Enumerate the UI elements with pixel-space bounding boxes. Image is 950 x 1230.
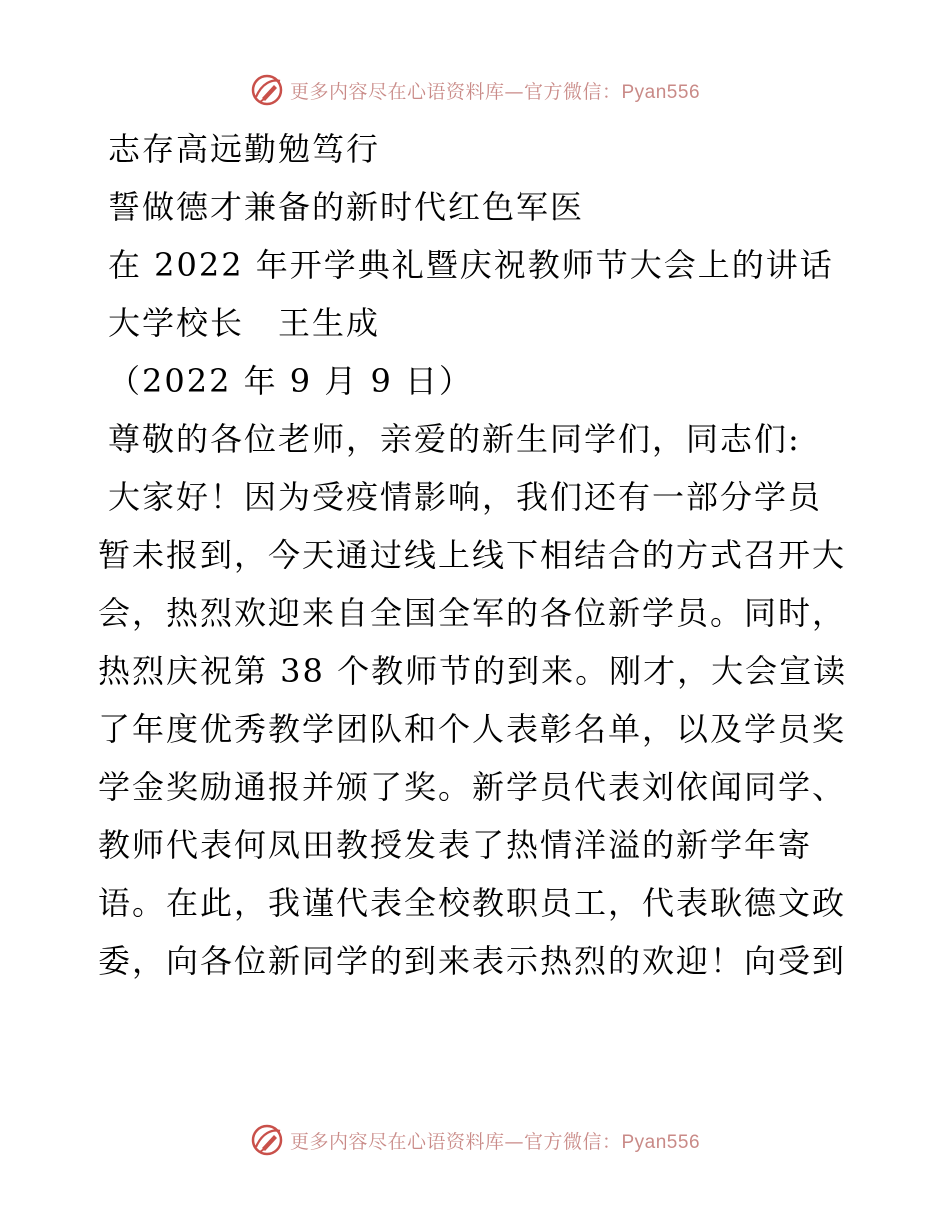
document-body: [98, 120, 858, 990]
title-line-2: 誓做德才兼备的新时代红色军医: [108, 188, 585, 226]
body-line: 教师代表何凤田教授发表了热情洋溢的新学年寄: [98, 826, 813, 864]
pen-logo-icon: [250, 73, 284, 107]
body-line: 暂未报到，今天通过线上线下相结合的方式召开大: [98, 536, 847, 574]
salutation: 尊敬的各位老师，亲爱的新生同学们，同志们:: [108, 420, 801, 458]
body-line: 会，热烈欢迎来自全国全军的各位新学员。同时，: [98, 594, 847, 632]
body-line: 学金奖励通报并颁了奖。新学员代表刘依闻同学、: [98, 768, 847, 806]
body-line: 大家好！因为受疫情影响，我们还有一部分学员: [108, 478, 823, 516]
speaker: 大学校长 王生成: [108, 304, 381, 342]
watermark-text: 更多内容尽在心语资料库—官方微信：Pyan556: [289, 1130, 701, 1153]
body-line: 了年度优秀教学团队和个人表彰名单，以及学员奖: [98, 710, 847, 748]
body-line: 热烈庆祝第 38 个教师节的到来。刚才，大会宣读: [98, 652, 848, 690]
watermark-text: 更多内容尽在心语资料库—官方微信：Pyan556: [289, 80, 701, 103]
title-line-1: 志存高远勤勉笃行: [108, 130, 381, 168]
body-line: 语。在此，我谨代表全校教职员工，代表耿德文政: [98, 884, 847, 922]
date: （2022 年 9 月 9 日）: [108, 362, 474, 400]
body-line: 委，向各位新同学的到来表示热烈的欢迎！向受到: [98, 942, 847, 980]
pen-logo-icon: [250, 1123, 284, 1157]
watermark-header: [0, 70, 950, 110]
subtitle: 在 2022 年开学典礼暨庆祝教师节大会上的讲话: [108, 246, 834, 284]
watermark-footer: [0, 1120, 950, 1160]
